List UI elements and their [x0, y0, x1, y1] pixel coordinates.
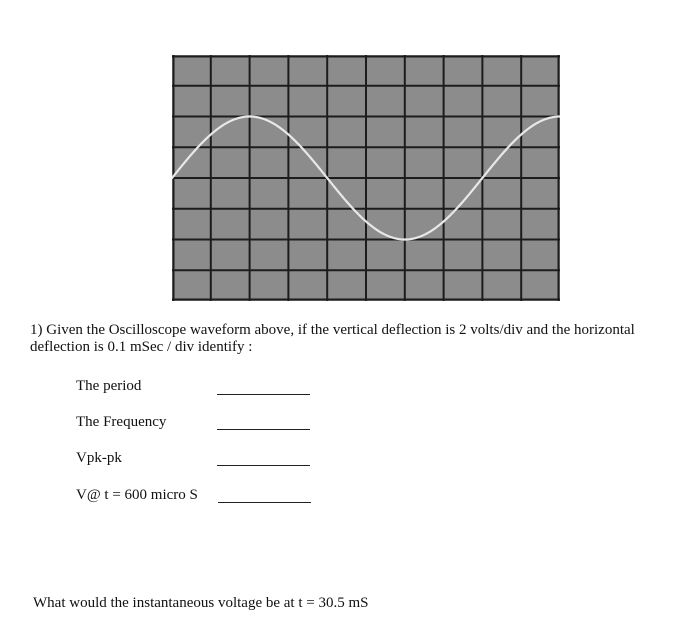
item-voltage-at-time-label: V@ t = 600 micro S	[76, 487, 198, 503]
item-frequency-label: The Frequency	[76, 414, 167, 430]
period-answer-line	[217, 394, 310, 395]
final-question-text: What would the instantaneous voltage be at t = 30.5 mS	[33, 595, 369, 611]
frequency-answer-line	[217, 429, 310, 430]
item-vpkpk-label: Vpk-pk	[76, 450, 122, 466]
oscilloscope-screen	[172, 55, 560, 301]
vpkpk-answer-line	[217, 465, 310, 466]
item-period-label: The period	[76, 378, 142, 394]
voltage-at-time-answer-line	[218, 502, 311, 503]
oscilloscope-display	[172, 55, 560, 301]
question-text: 1) Given the Oscilloscope waveform above, if the vertical deflection is 2 volts/div and the horizontal deflection is 0.1 mSec / div identify :	[30, 322, 635, 355]
